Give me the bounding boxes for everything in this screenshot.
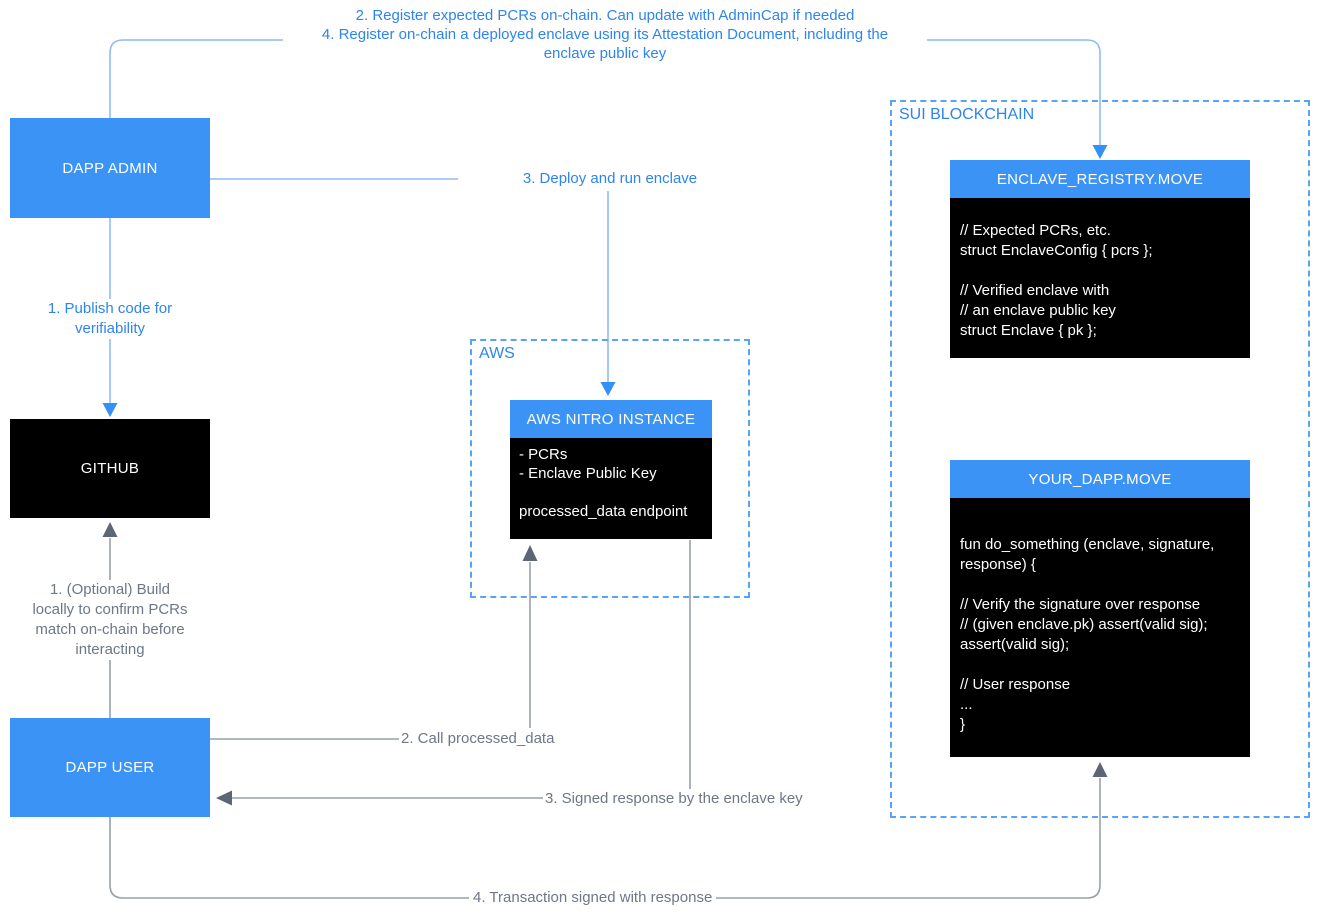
arrowhead-into-github (103, 403, 118, 417)
your-dapp-body: fun do_something (enclave, signature, response) { // Verify the signature over response // (given enclave.pk) assert(valid sig); assert(valid sig); // User response ... } (950, 498, 1250, 757)
dapp-admin-node (10, 118, 210, 218)
arrowhead-up-github (103, 522, 118, 537)
github-node (10, 419, 210, 518)
enclave-registry-body: // Expected PCRs, etc. struct EnclaveConfig { pcrs }; // Verified enclave with // an enclave public key struct Enclave { pk }; (950, 198, 1250, 358)
sui-blockchain-group-label: SUI BLOCKCHAIN (899, 106, 1035, 123)
github-label: GITHUB (80, 460, 140, 477)
aws-nitro-instance-body: - PCRs - Enclave Public Key processed_data endpoint (510, 438, 712, 539)
dapp-admin-label: DAPP ADMIN (62, 159, 158, 177)
publish-code-label: 1. Publish code for verifiability (10, 299, 210, 339)
transaction-signed-label: 4. Transaction signed with response (469, 889, 716, 906)
enclave-registry-node (950, 160, 1250, 358)
enclave-registry-title: ENCLAVE_REGISTRY.MOVE (950, 160, 1250, 198)
deploy-enclave-label: 3. Deploy and run enclave (458, 170, 762, 187)
signed-response-label: 3. Signed response by the enclave key (545, 790, 803, 807)
dapp-user-node (10, 718, 210, 817)
top-note-line-2: 4. Register on-chain a deployed enclave using its Attestation Document, including the (321, 26, 889, 43)
aws-nitro-instance-title: AWS NITRO INSTANCE (510, 400, 712, 438)
aws-nitro-instance-node (510, 400, 712, 539)
arrowhead-into-user (216, 791, 232, 806)
your-dapp-title: YOUR_DAPP.MOVE (950, 460, 1250, 498)
build-locally-label: 1. (Optional) Build locally to confirm PCRs match on-chain before interacting (5, 580, 215, 660)
call-processed-data-label: 2. Call processed_data (401, 730, 555, 747)
your-dapp-node (950, 460, 1250, 757)
top-note-label (283, 6, 927, 63)
top-note-line-3: enclave public key (543, 45, 667, 62)
aws-group-label: AWS (479, 345, 515, 362)
top-note-line-1: 2. Register expected PCRs on-chain. Can update with AdminCap if needed (355, 7, 855, 24)
dapp-user-label: DAPP USER (65, 759, 155, 776)
